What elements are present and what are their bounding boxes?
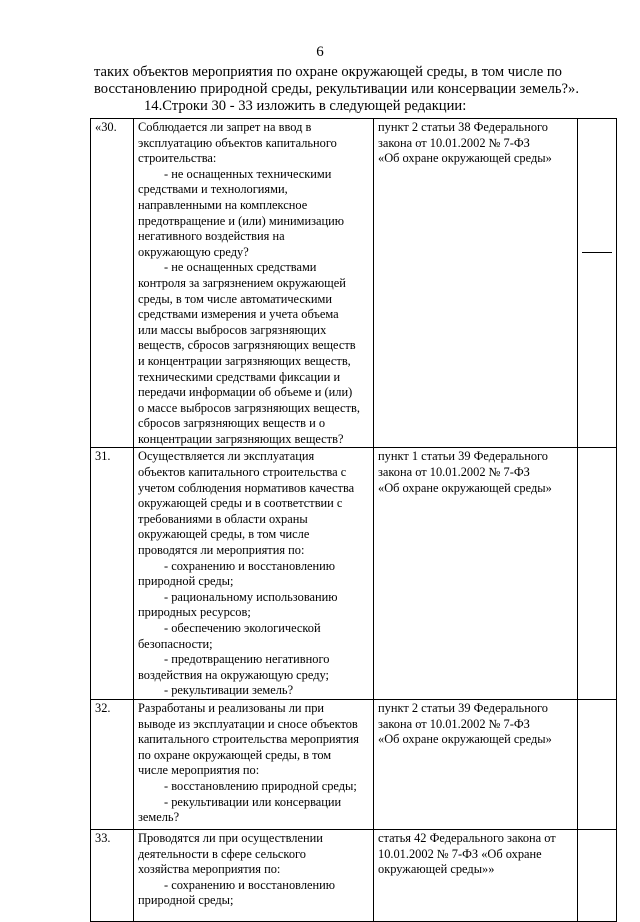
reference-line: 10.01.2002 № 7-ФЗ «Об охране bbox=[378, 846, 542, 861]
question-line: природной среды; bbox=[138, 574, 234, 589]
question-line: числе мероприятия по: bbox=[138, 763, 260, 778]
answer-cell bbox=[578, 119, 617, 448]
question-line: - рекультивации или консервации bbox=[164, 794, 342, 809]
table-row bbox=[91, 119, 617, 448]
question-line: - рекультивации земель? bbox=[164, 683, 294, 698]
question-line: окружающей среды и в соответствии с bbox=[138, 496, 343, 511]
reference-line: «Об охране окружающей среды» bbox=[378, 732, 552, 747]
question-line: безопасности; bbox=[138, 636, 213, 651]
question-line: средствами и технологиями, bbox=[138, 182, 288, 197]
question-line: о массе выбросов загрязняющих веществ, bbox=[138, 400, 360, 415]
question-line: учетом соблюдения нормативов качества bbox=[138, 480, 355, 495]
row-number: 31. bbox=[91, 448, 134, 700]
intro-line-1: таких объектов мероприятия по охране окружающей среды, в том числе по bbox=[94, 64, 562, 80]
question-line: - обеспечению экологической bbox=[164, 621, 321, 635]
answer-cell-divider bbox=[582, 120, 612, 447]
question-line: или массы выбросов загрязняющих bbox=[138, 322, 327, 337]
question-line: капитального строительства мероприятия bbox=[138, 732, 359, 747]
question-line: контроля за загрязнением окружающей bbox=[138, 275, 346, 290]
reference-line: закона от 10.01.2002 № 7-ФЗ bbox=[378, 135, 530, 150]
question-line: техническими средствами фиксации и bbox=[138, 369, 341, 384]
question-line: Проводятся ли при осуществлении bbox=[138, 830, 323, 845]
question-line: деятельности в сфере сельского bbox=[138, 846, 306, 861]
reference-line: пункт 2 статьи 38 Федерального bbox=[378, 120, 549, 134]
page-number: 6 bbox=[316, 44, 324, 60]
question-line: объектов капитального строительства с bbox=[138, 465, 347, 480]
reference-line: окружающей среды»» bbox=[378, 862, 495, 877]
question-line: негативного воздействия на bbox=[138, 229, 285, 244]
question-line: окружающей среды, в том числе bbox=[138, 527, 310, 542]
reference-line: закона от 10.01.2002 № 7-ФЗ bbox=[378, 465, 530, 480]
question-line: эксплуатацию объектов капитального bbox=[138, 135, 337, 150]
row-number: 33. bbox=[91, 829, 134, 921]
question-line: природной среды; bbox=[138, 893, 234, 908]
reference-line: «Об охране окружающей среды» bbox=[378, 480, 552, 495]
reference-line: «Об охране окружающей среды» bbox=[378, 151, 552, 166]
question-line: - рациональному использованию bbox=[164, 589, 338, 604]
amendment-heading: 14.Строки 30 - 33 изложить в следующей редакции: bbox=[144, 98, 467, 114]
intro-text bbox=[94, 64, 614, 115]
question-line: требованиями в области охраны bbox=[138, 511, 308, 526]
question-line: Соблюдается ли запрет на ввод в bbox=[138, 120, 312, 134]
question-line: воздействия на окружающую среду; bbox=[138, 667, 329, 682]
reference-line: закона от 10.01.2002 № 7-ФЗ bbox=[378, 716, 530, 731]
question-line: средствами измерения и учета объема bbox=[138, 307, 339, 322]
question-line: и концентрации загрязняющих веществ, bbox=[138, 353, 351, 368]
question-line: Осуществляется ли эксплуатация bbox=[138, 449, 315, 464]
legal-reference-cell bbox=[374, 119, 578, 448]
reference-line: пункт 1 статьи 39 Федерального bbox=[378, 449, 549, 464]
table-row bbox=[91, 829, 617, 921]
question-line: Разработаны и реализованы ли при bbox=[138, 700, 325, 715]
question-line: строительства: bbox=[138, 151, 217, 166]
question-line: передачи информации об объеме и (или) bbox=[138, 385, 353, 400]
question-line: - восстановлению природной среды; bbox=[164, 778, 357, 793]
legal-reference-cell bbox=[374, 829, 578, 921]
table-row bbox=[91, 699, 617, 829]
question-line: - сохранению и восстановлению bbox=[164, 877, 336, 892]
row-number: «30. bbox=[91, 119, 134, 448]
question-line: - предотвращению негативного bbox=[164, 652, 330, 667]
answer-cell bbox=[578, 699, 617, 829]
question-line: предотвращение и (или) минимизацию bbox=[138, 213, 344, 228]
answer-cell bbox=[578, 448, 617, 700]
question-line: - не оснащенных средствами bbox=[164, 260, 317, 275]
question-line: - не оснащенных техническими bbox=[164, 166, 332, 181]
question-line: - сохранению и восстановлению bbox=[164, 558, 336, 573]
question-line: концентрации загрязняющих веществ? bbox=[138, 431, 344, 446]
row-number: 32. bbox=[91, 699, 134, 829]
reference-line: пункт 2 статьи 39 Федерального bbox=[378, 700, 549, 715]
question-line: веществ, сбросов загрязняющих веществ bbox=[138, 338, 356, 353]
checklist-table bbox=[90, 118, 617, 922]
table-row bbox=[91, 448, 617, 700]
question-line: хозяйства мероприятия по: bbox=[138, 862, 281, 877]
question-cell bbox=[134, 448, 374, 700]
question-cell bbox=[134, 829, 374, 921]
question-line: сбросов загрязняющих веществ и о bbox=[138, 416, 326, 431]
question-line: проводятся ли мероприятия по: bbox=[138, 543, 305, 558]
question-line: выводе из эксплуатации и сносе объектов bbox=[138, 716, 358, 731]
reference-line: статья 42 Федерального закона от bbox=[378, 830, 556, 845]
answer-cell bbox=[578, 829, 617, 921]
question-line: среды, в том числе автоматическими bbox=[138, 291, 332, 306]
question-line: природных ресурсов; bbox=[138, 605, 251, 620]
question-cell bbox=[134, 699, 374, 829]
intro-line-2: восстановлению природной среды, рекультивации или консервации земель?». bbox=[94, 81, 579, 97]
question-line: земель? bbox=[138, 810, 180, 825]
legal-reference-cell bbox=[374, 699, 578, 829]
question-cell bbox=[134, 119, 374, 448]
legal-reference-cell bbox=[374, 448, 578, 700]
question-line: по охране окружающей среды, в том bbox=[138, 747, 332, 762]
question-line: окружающую среду? bbox=[138, 244, 249, 259]
question-line: направленными на комплексное bbox=[138, 197, 308, 212]
